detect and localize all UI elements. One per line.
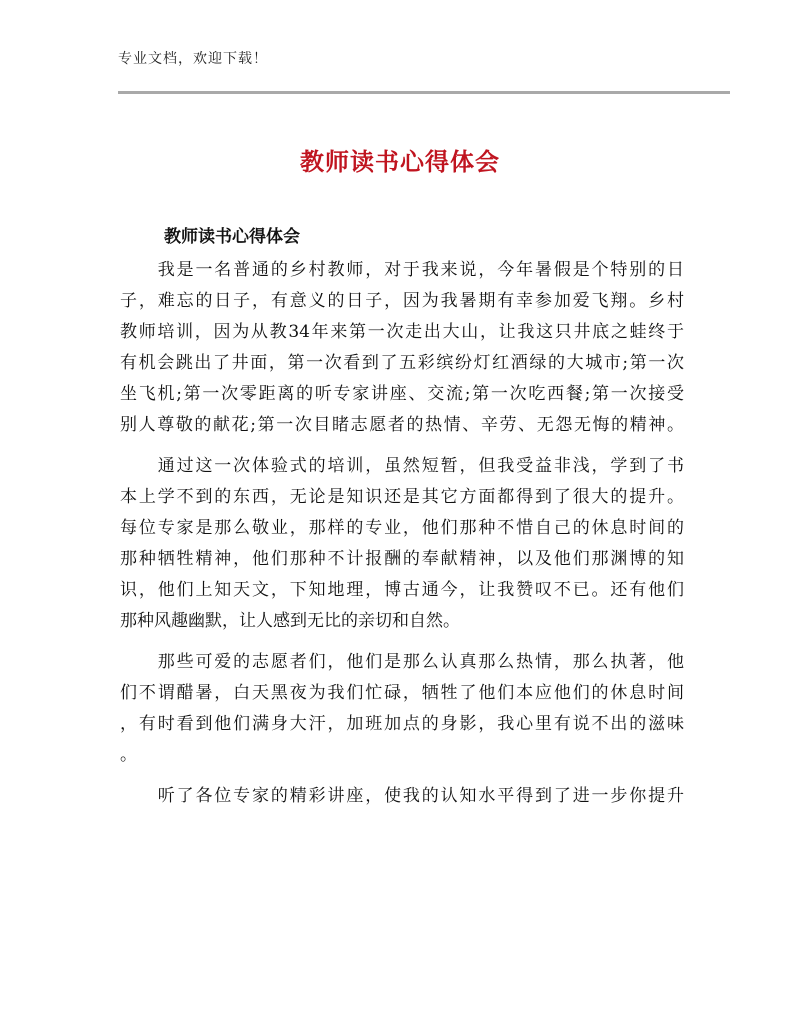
text-line: 那种牺牲精神，他们那种不计报酬的奉献精神，以及他们那渊博的知 — [120, 549, 684, 569]
document-subtitle: 教师读书心得体会 — [164, 227, 300, 247]
text-line: 识，他们上知天文，下知地理，博古通今，让我赞叹不已。还有他们 — [120, 580, 684, 600]
paragraph-4 — [120, 781, 684, 812]
document-title: 教师读书心得体会 — [300, 148, 500, 176]
document-body — [120, 255, 684, 812]
paragraph-1 — [120, 255, 684, 441]
text-line: 坐飞机;第一次零距离的听专家讲座、交流;第一次吃西餐;第一次接受 — [120, 384, 684, 404]
text-line: 们不谓醋暑，白天黑夜为我们忙碌，牺牲了他们本应他们的休息时间 — [120, 683, 684, 703]
text-line: 有机会跳出了井面，第一次看到了五彩缤纷灯红酒绿的大城市;第一次 — [120, 353, 684, 373]
text-line: 通过这一次体验式的培训，虽然短暂，但我受益非浅，学到了书 — [120, 456, 684, 476]
text-line: 每位专家是那么敬业，那样的专业，他们那种不惜自己的休息时间的 — [120, 518, 684, 538]
text-line: 别人尊敬的献花;第一次目睹志愿者的热情、辛劳、无怨无悔的精神。 — [120, 415, 684, 435]
text-line: 。 — [120, 745, 137, 765]
text-line: ，有时看到他们满身大汗，加班加点的身影，我心里有说不出的滋味 — [120, 714, 684, 734]
text-line: 子，难忘的日子，有意义的日子，因为我暑期有幸参加爱飞翔。乡村 — [120, 291, 684, 311]
text-line: 我是一名普通的乡村教师，对于我来说，今年暑假是个特别的日 — [120, 260, 684, 280]
header-note: 专业文档，欢迎下载！ — [118, 51, 268, 67]
text-line: 本上学不到的东西，无论是知识还是其它方面都得到了很大的提升。 — [120, 487, 684, 507]
text-line: 那种风趣幽默，让人感到无比的亲切和自然。 — [120, 611, 460, 631]
paragraph-3 — [120, 647, 684, 771]
text-line: 教师培训，因为从教34年来第一次走出大山，让我这只井底之蛙终于 — [120, 322, 684, 342]
text-line: 听了各位专家的精彩讲座，使我的认知水平得到了进一步你提升 — [120, 786, 684, 806]
header-divider — [118, 91, 730, 94]
text-line: 那些可爱的志愿者们，他们是那么认真那么热情，那么执著，他 — [120, 652, 684, 672]
paragraph-2 — [120, 451, 684, 637]
